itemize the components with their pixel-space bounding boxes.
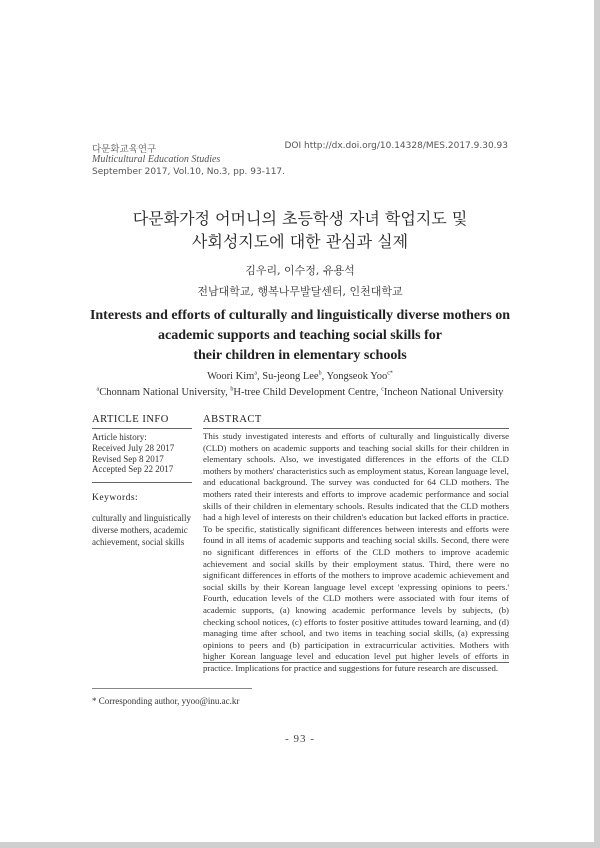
affiliation-mark: b: [230, 386, 234, 393]
english-affiliations: [0, 387, 600, 398]
affiliation-mark: a: [96, 386, 100, 393]
korean-affiliations: 전남대학교, 행복나무발달센터, 인천대학교: [197, 285, 403, 298]
english-title-line: their children in elementary schools: [193, 348, 407, 363]
author-mark: b: [318, 370, 322, 377]
page-edge-bottom: [0, 842, 600, 848]
korean-title: [0, 207, 600, 253]
english-title-line: academic supports and teaching social skills for: [158, 328, 442, 343]
affiliation-name: Chonnam National University,: [99, 387, 228, 398]
abstract-heading: ABSTRACT: [203, 414, 262, 425]
doi-link[interactable]: DOI http://dx.doi.org/10.14328/MES.2017.9.30.93: [284, 141, 508, 151]
keyword-line: achievement, social skills: [92, 537, 185, 547]
keyword-line: culturally and linguistically: [92, 513, 191, 523]
journal-name-korean: 다문화교육연구: [92, 144, 157, 155]
corresponding-author-note: * Corresponding author, yyoo@inu.ac.kr: [92, 696, 240, 706]
abstract-text: This study investigated interests and efforts of culturally and linguistically diverse (CLD) mothers on academic supports and teaching social skills for their children in elementary schools. Also, we investigated differences in the efforts of the CLD mothers by mothers' characteristics such as employment status, Korean language level, and educational background. The survey was conducted for 64 CLD mothers. The mothers rated their interests and efforts to improve academic performance and social skills of their children in elementary schools. Results indicated that the CLD mothers had a high level of interests on their children's education but lacked efforts in practice. To be specific, statistically significant differences between interests and efforts were found in all items of academic supports and teaching social skills. Second, there were no significant differences in efforts of the CLD mothers to improve academic achievement and social skills by their employment status. Third, there were no significant differences in efforts of the mothers to improve academic achievement and social skills by their Korean language level except 'expressing opinions to peers.' Fourth, education levels of the CLD mothers were associated with four items of academic supports, (a) knowing academic performance levels by subjects, (b) checking school notices, (c) efforts to foster positive attitudes toward learning, and (d) managing time after school, and two items in teaching social skills, (a) expressing opinions to peers and (b) participation in extracurricular activities. Mothers with higher Korean language level and education level put higher levels of efforts in practice. Implications for practice and suggestions for future research are discussed.: [203, 431, 509, 673]
abstract-rule-bottom: [203, 662, 509, 663]
keywords-heading: Keywords:: [92, 493, 139, 503]
author-name: Su-jeong Lee: [262, 371, 319, 382]
affiliation-mark: c: [381, 386, 384, 393]
issue-info: September 2017, Vol.10, No.3, pp. 93-117.: [92, 167, 286, 177]
korean-title-line: 사회성지도에 대한 관심과 실제: [191, 232, 409, 251]
article-info-rule: [92, 428, 192, 429]
footnote-rule: [92, 688, 252, 689]
article-history: [92, 432, 174, 475]
affiliation-name: Incheon National University: [383, 387, 504, 398]
keyword-line: diverse mothers, academic: [92, 525, 188, 535]
author-mark: c*: [387, 370, 393, 377]
abstract-rule-top: [203, 428, 509, 429]
journal-name-english: Multicultural Education Studies: [92, 154, 221, 165]
history-label: Article history:: [92, 432, 147, 442]
english-authors: Woori Kim$^a$, Su-jeong Lee$^b$, Yongseok Yoo$^{c*}$: [207, 370, 393, 382]
page-number: - 93 -: [285, 733, 315, 745]
received-date: Received July 28 2017: [92, 442, 175, 453]
author-name: Yongseok Yoo: [326, 371, 388, 382]
korean-title-line: 다문화가정 어머니의 초등학생 자녀 학업지도 및: [132, 209, 468, 228]
english-title: [80, 306, 520, 366]
revised-date: Revised Sep 8 2017: [92, 453, 164, 464]
page-edge-right: [594, 0, 600, 848]
affiliation-name: H-tree Child Development Centre,: [233, 387, 379, 398]
article-info-heading: ARTICLE INFO: [92, 414, 169, 425]
korean-authors: 김우리, 이수정, 유용석: [245, 264, 355, 277]
keywords-rule-top: [92, 482, 192, 483]
accepted-date: Accepted Sep 22 2017: [92, 464, 174, 475]
keywords-list: [92, 512, 191, 548]
author-name: Woori Kim: [207, 371, 255, 382]
english-title-line: Interests and efforts of culturally and linguistically diverse mothers on: [89, 308, 511, 323]
author-mark: a: [254, 370, 258, 377]
